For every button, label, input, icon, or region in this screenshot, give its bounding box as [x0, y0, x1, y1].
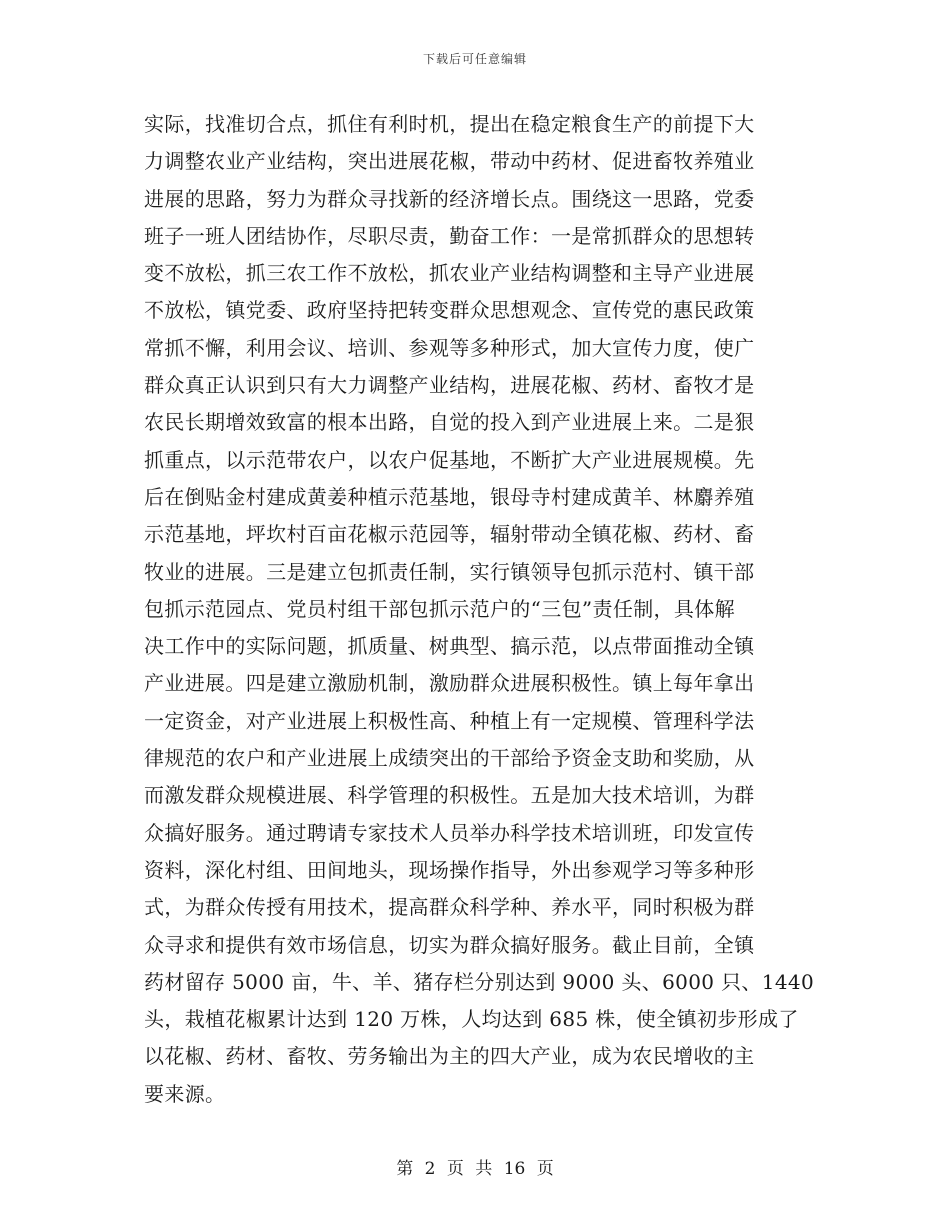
text-line: 头，栽植花椒累计达到 120 万株，人均达到 685 株，使全镇初步形成了: [144, 1007, 799, 1032]
text-line: 后在倒贴金村建成黄姜种植示范基地，银母寺村建成黄羊、林麝养殖: [144, 484, 755, 509]
document-body: [144, 106, 824, 1113]
text-line: 药材留存 5000 亩，牛、羊、猪存栏分别达到 9000 头、6000 只、1440: [144, 969, 815, 994]
text-line: 群众真正认识到只有大力调整产业结构，进展花椒、药材、畜牧才是: [144, 373, 755, 398]
text-line: 班子一班人团结协作，尽职尽责，勤奋工作：一是常抓群众的思想转: [144, 223, 755, 248]
text-line: 示范基地，坪坎村百亩花椒示范园等，辐射带动全镇花椒、药材、畜: [144, 522, 755, 547]
text-line: 包抓示范园点、党员村组干部包抓示范户的“三包”责任制，具体解: [144, 596, 735, 621]
text-line: 式，为群众传授有用技术，提高群众科学种、养水平，同时积极为群: [144, 895, 755, 920]
text-line: 众搞好服务。通过聘请专家技术人员举办科学技术培训班，印发宣传: [144, 820, 755, 845]
text-line: 一定资金，对产业进展上积极性高、种植上有一定规模、管理科学法: [144, 708, 755, 733]
text-line: 农民长期增效致富的根本出路，自觉的投入到产业进展上来。二是狠: [144, 410, 755, 435]
text-line: 实际，找准切合点，抓住有利时机，提出在稳定粮食生产的前提下大: [144, 112, 755, 136]
text-line: 抓重点，以示范带农户，以农户促基地，不断扩大产业进展规模。先: [144, 447, 755, 472]
text-line: 众寻求和提供有效市场信息，切实为群众搞好服务。截止目前，全镇: [144, 932, 755, 957]
text-line: 产业进展。四是建立激励机制，激励群众进展积极性。镇上每年拿出: [144, 671, 755, 696]
text-line: 常抓不懈，利用会议、培训、参观等多种形式，加大宣传力度，使广: [144, 335, 755, 360]
text-line: 决工作中的实际问题，抓质量、树典型、搞示范，以点带面推动全镇: [144, 634, 755, 659]
text-line: 律规范的农户和产业进展上成绩突出的干部给予资金支助和奖励，从: [144, 746, 755, 771]
text-line: 变不放松，抓三农工作不放松，抓农业产业结构调整和主导产业进展: [144, 261, 755, 286]
text-line: 进展的思路，努力为群众寻找新的经济增长点。围绕这一思路，党委: [144, 186, 755, 211]
text-line: 力调整农业产业结构，突出进展花椒，带动中药材、促进畜牧养殖业: [144, 149, 755, 174]
page-number-footer: 第 2 页 共 16 页: [396, 1159, 554, 1179]
text-line: 不放松，镇党委、政府坚持把转变群众思想观念、宣传党的惠民政策: [144, 298, 755, 323]
page-header: 下载后可任意编辑: [422, 52, 527, 66]
text-line: 要来源。: [144, 1081, 226, 1106]
text-line: 牧业的进展。三是建立包抓责任制，实行镇领导包抓示范村、镇干部: [144, 559, 755, 584]
text-line: 资料，深化村组、田间地头，现场操作指导，外出参观学习等多种形: [144, 857, 755, 882]
text-line: 而激发群众规模进展、科学管理的积极性。五是加大技术培训，为群: [144, 783, 755, 808]
text-line: 以花椒、药材、畜牧、劳务输出为主的四大产业，成为农民增收的主: [144, 1044, 755, 1069]
